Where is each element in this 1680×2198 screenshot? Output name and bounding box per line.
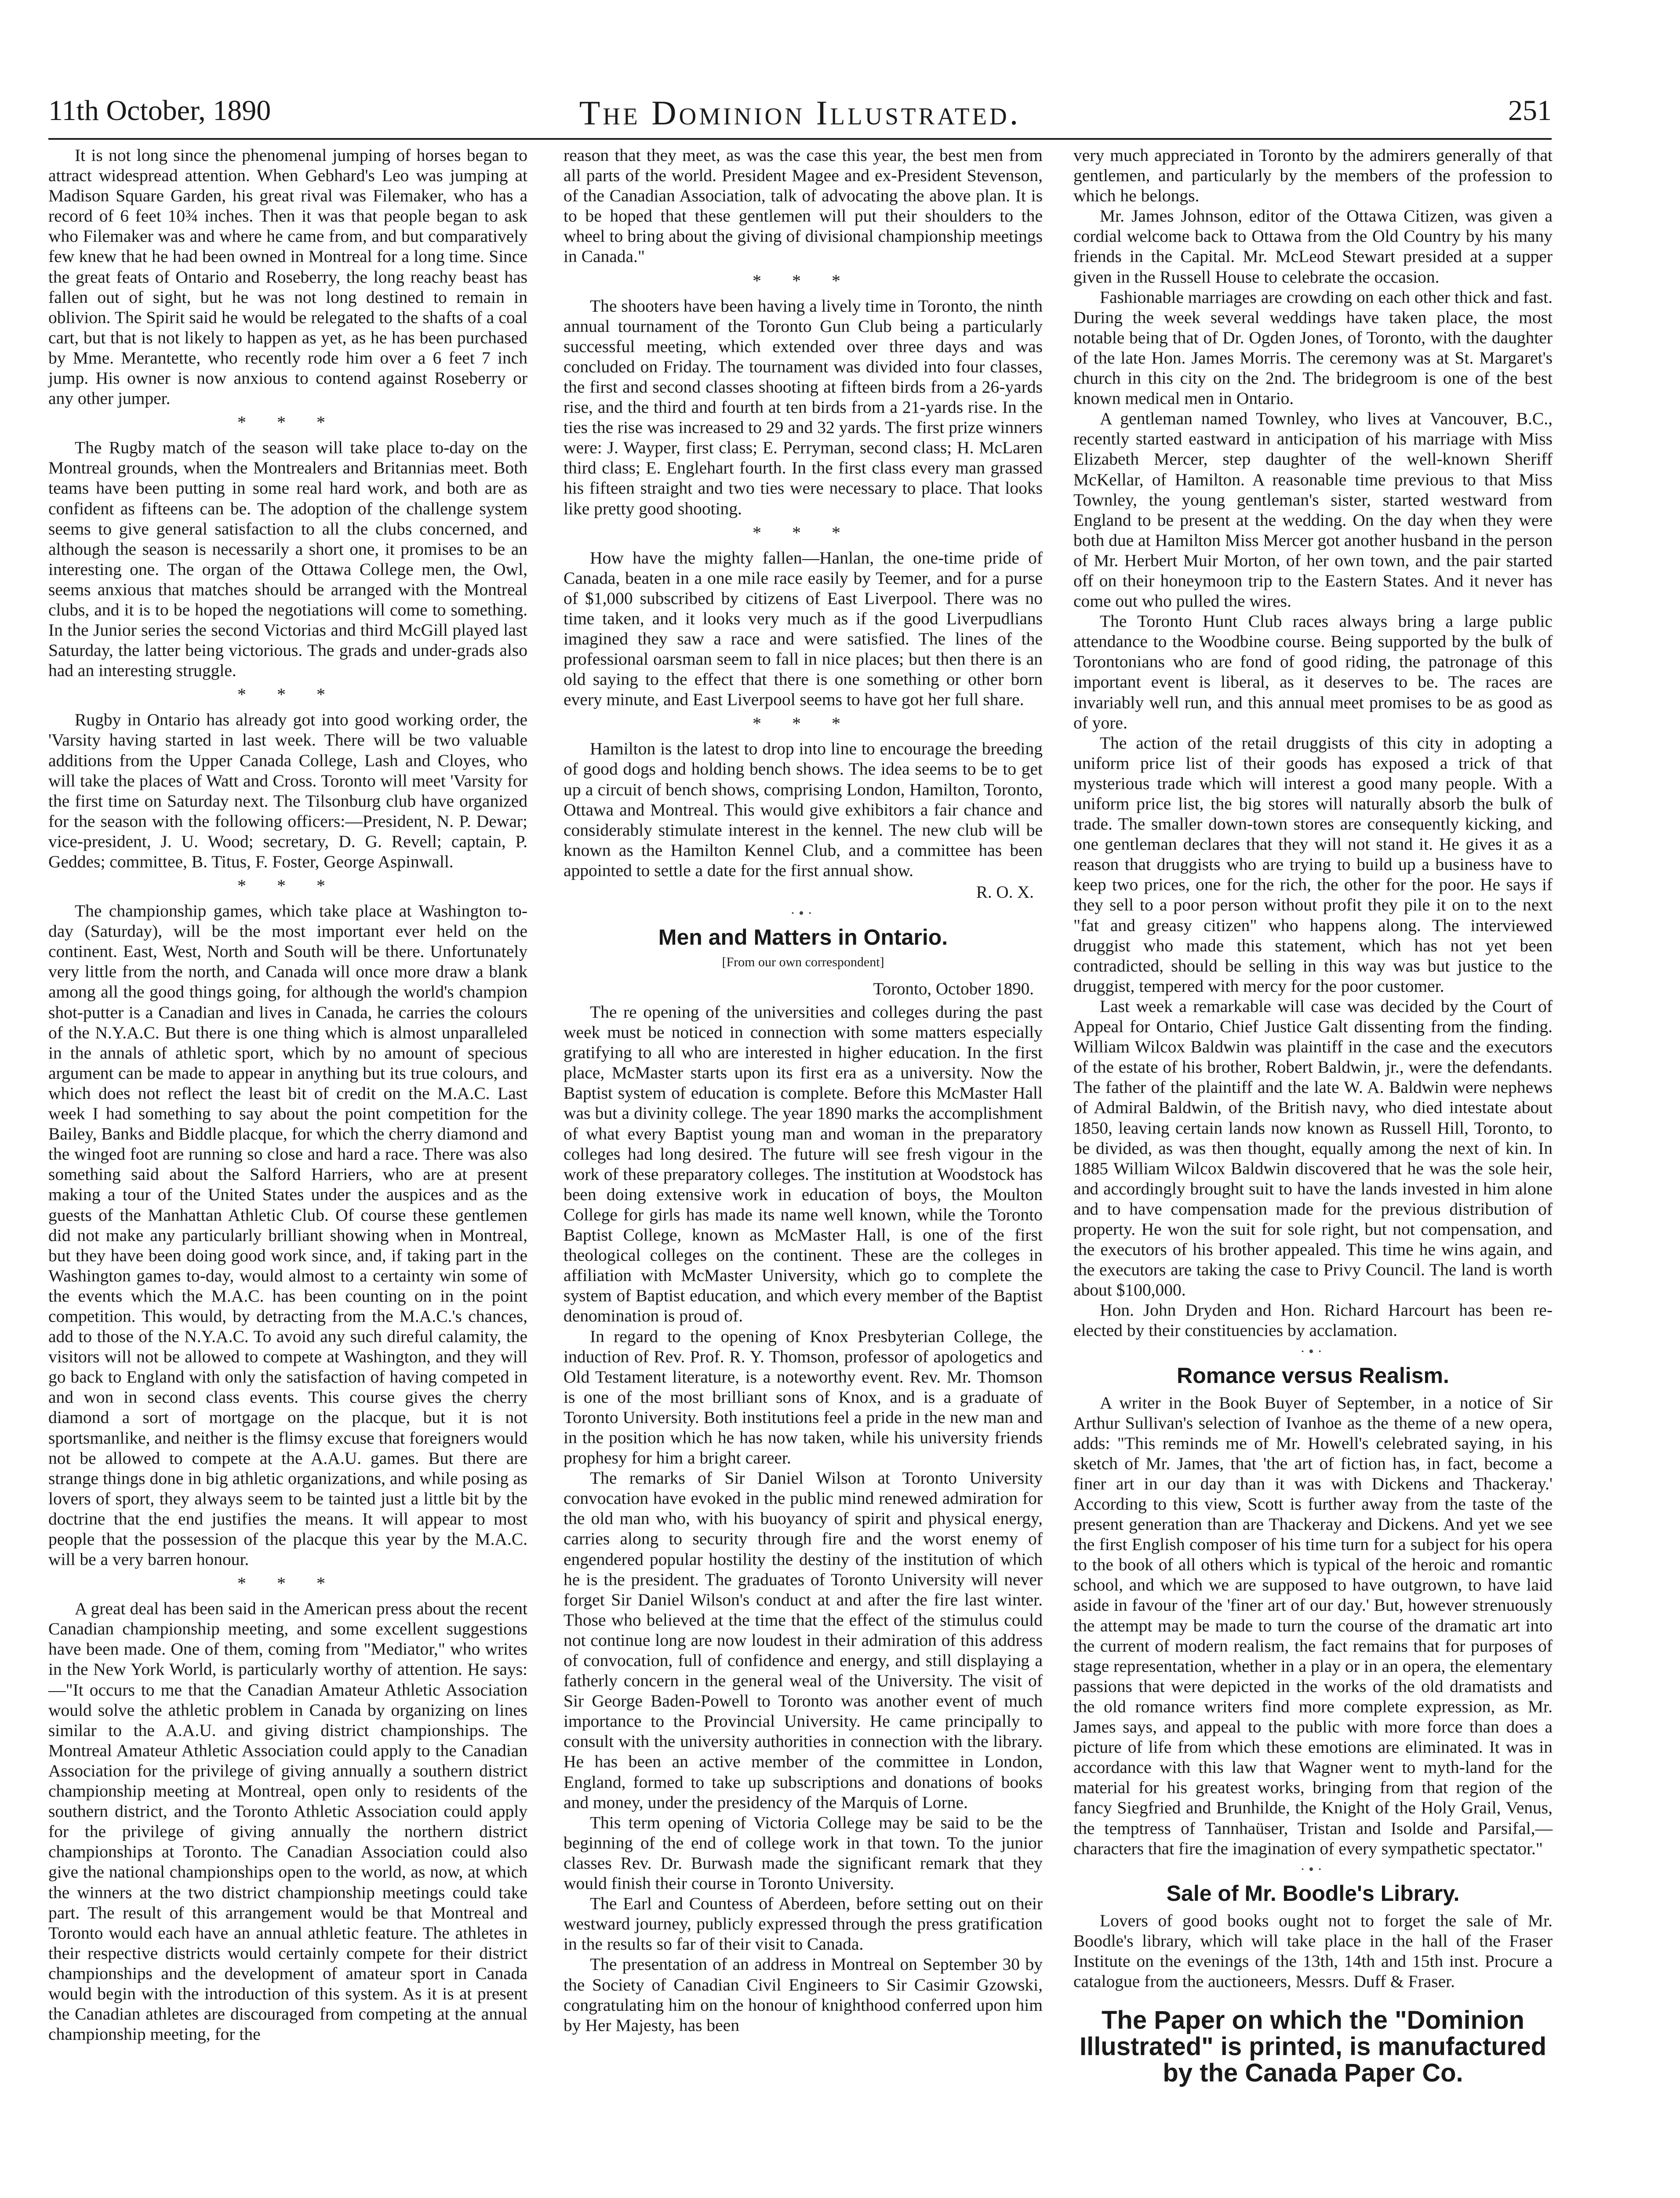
section-separator: * * * [753, 270, 854, 291]
article-paragraph: Hamilton is the latest to drop into line to encourage the breeding of good dogs and holding bench shows. The idea seems to be to get up a circuit of bench shows, comprising London, Hamilton, Toronto, Ottawa and Montreal. This would give exhibitors a fair chance and considerably stimulate interest in the kennel. The new club will be known as the Hamilton Kennel Club, and a committee has been appointed to settle a date for the first annual show. [564, 739, 1043, 880]
article-subheading: [From our own correspondent] [722, 955, 884, 969]
article-paragraph: A gentleman named Townley, who lives at Vancouver, B.C., recently started eastward in anticipation of his marriage with Miss Elizabeth Mercer, step daughter of the well-known Sheriff McKellar, of Hamilton. A reasonable time previous to that Miss Townley, the young gentleman's sister, started westward from England to be present at the wedding. On the day when they were both due at Hamilton Miss Mercer got another husband in the person of Mr. Herbert Muir Morton, of her own town, and the pair started off on their honeymoon trip to the Eastern States. And it never has come out who pulled the wires. [1073, 409, 1553, 611]
divider-ornament: ·•· [790, 905, 816, 921]
article-paragraph: Hon. John Dryden and Hon. Richard Harcourt has been re-elected by their constituencies by acclamation. [1073, 1300, 1553, 1340]
section-separator: * * * [753, 713, 854, 734]
article-paragraph: very much appreciated in Toronto by the admirers generally of that gentlemen, and particularly by the members of the profession to which he belongs. [1073, 146, 1553, 206]
article-paragraph: The championship games, which take place at Washington to-day (Saturday), will be the most important ever held on the continent. East, West, North and South will be there. Unfortunately very little from the north, and Canada will once more draw a blank among all the good things going, for although the world's champion shot-putter is a Canadian and lives in Canada, he carries the colours of the N.Y.A.C. But there is one thing which is almost unparalleled in the annals of athletic sport, which by no amount of specious argument can be made to appear in anything but its true colours, and which does not reflect the least bit of credit on the M.A.C. Last week I had something to say about the point competition for the Bailey, Banks and Biddle placque, for which the cherry diamond and the winged foot are running so close and hard a race. There was also something said about the Salford Harriers, who are at present making a tour of the United States under the auspices and as the guests of the Manhattan Athletic Club. Of course these gentlemen did not make any particularly brilliant showing when in Montreal, but they have been doing good work since, and, if taking part in the Washington games to-day, would almost to a certainty win some of the events which the M.A.C. has been counting on in the point competition. This would, by detracting from the M.A.C.'s chances, add to those of the N.Y.A.C. To avoid any such direful calamity, the visitors will not be allowed to compete at Washington, and they will go back to England with only the satisfaction of having competed in and won in second class events. This course gives the cherry diamond a sort of mortgage on the placque, but it is not sportsmanlike, and neither is the flimsy excuse that foreigners would not be allowed to compete at the A.A.U. games. But there are strange things done in big athletic organizations, and while posing as lovers of sport, they always seem to be tainted just a little bit by the doctrine that the end justifies the means. It will appear to most people that the possession of the placque this year by the M.A.C. will be a very barren honour. [48, 901, 527, 1569]
article-paragraph: Lovers of good books ought not to forget the sale of Mr. Boodle's library, which will take place in the hall of the Fraser Institute on the evenings of the 13th, 14th and 15th inst. Procure a catalogue from the auctioneers, Messrs. Duff & Fraser. [1073, 1911, 1553, 1991]
article-paragraph: How have the mighty fallen—Hanlan, the one-time pride of Canada, beaten in a one mile race easily by Teemer, and for a purse of $1,000 subscribed by citizens of East Liverpool. There was no time taken, and it looks very much as if the good Liverpudlians imagined they saw a race and were satisfied. The lines of the professional oarsman seem to fall in nice places; but then there is an old saying to the effect that there is one something or other born every minute, and East Liverpool seems to have got her full share. [564, 548, 1043, 710]
author-signature: R. O. X. [976, 883, 1034, 902]
article-paragraph: The Rugby match of the season will take place to-day on the Montreal grounds, when the Montrealers and Britannias meet. Both teams have been putting in some real hard work, and both are as confident as fifteens can be. The adoption of the challenge system seems to give general satisfaction to all the clubs concerned, and although the season is necessarily a short one, it promises to be an interesting one. The organ of the Ottawa College men, the Owl, seems anxious that matches should be arranged with the Montreal clubs, and it is to be hoped the negotiations will come to something. In the Junior series the second Victorias and third McGill played last Saturday, the latter being victorious. The grads and under-grads also had an interesting struggle. [48, 438, 527, 681]
section-separator: * * * [237, 684, 338, 705]
masthead [48, 86, 1552, 152]
printer-notice: The Paper on which the "Dominion Illustrated" is printed, is manufactured by the Canada Paper Co. [1079, 2006, 1547, 2088]
article-heading: Romance versus Realism. [1177, 1363, 1449, 1388]
article-paragraph: reason that they meet, as was the case this year, the best men from all parts of the world. President Magee and ex-President Stevenson, of the Canadian Association, talk of advocating the above plan. It is to be hoped that these gentlemen will put their shoulders to the wheel to bring about the giving of divisional championship meetings in Canada." [564, 146, 1043, 266]
masthead-rule [48, 138, 1552, 140]
page-number: 251 [1508, 95, 1552, 127]
section-separator: * * * [237, 876, 338, 896]
article-paragraph: The Toronto Hunt Club races always bring a large public attendance to the Woodbine course. Being supported by the bulk of Torontonians who are fond of good riding, the patronage of this important event is liberal, as it deserves to be. The races are invariably well run, and this annual meet promises to be as good as of yore. [1073, 611, 1553, 732]
article-paragraph: The action of the retail druggists of this city in adopting a uniform price list of their goods has exposed a trick of that mysterious trade which will interest a good many people. With a uniform price list, the big stores will naturally absorb the bulk of trade. The smaller down-town stores are consequently kicking, and one gentleman declares that they will not stand it. He gives it as a reason that druggists who are trying to build up a business have to keep two prices, one for the rich, the other for the poor. He says if they sell to a poor person without profit they pile it on to the next "fat and greasy citizen" who happens along. The interviewed druggist who made this statement, which has not yet been contradicted, should be selling in this way was but justice to the druggist, tempered with mercy for the poor customer. [1073, 733, 1553, 996]
column-2 [564, 145, 1043, 2035]
article-paragraph: A great deal has been said in the American press about the recent Canadian championship meeting, and some excellent suggestions have been made. One of them, coming from "Mediator," who writes in the New York World, is particularly worthy of attention. He says:—"It occurs to me that the Canadian Amateur Athletic Association would solve the athletic problem in Canada by organizing on lines similar to the A.A.U. and giving district championships. The Montreal Amateur Athletic Association could apply to the Canadian Association for the privilege of giving annually a southern district championship meeting at Montreal, open only to residents of the southern district, and the Toronto Athletic Association could apply for the privilege of giving annually the northern district championships at Toronto. The Canadian Association could also give the national championships open to the world, as now, at which the winners at the two district championship meetings could take part. The result of this arrangement would be that Montreal and Toronto would each have an annual athletic feature. The athletes in their respective districts would certainly compete for their district championships and the development of amateur sport in Canada would begin with the introduction of this system. As it is at present the Canadian athletes are discouraged from competing at the annual championship meeting, for the [48, 1599, 527, 2044]
article-dateline: Toronto, October 1890. [873, 979, 1034, 998]
article-paragraph: Fashionable marriages are crowding on each other thick and fast. During the week several weddings have taken place, the most notable being that of Dr. Ogden Jones, of Toronto, with the daughter of the late Hon. James Morris. The ceremony was at St. Margaret's church in this city on the 2nd. The bridegroom is one of the best known medical men in Ontario. [1073, 287, 1553, 408]
issue-date: 11th October, 1890 [48, 95, 271, 127]
article-paragraph: The Earl and Countess of Aberdeen, before setting out on their westward journey, publicly expressed through the press gratification in the results so far of their visit to Canada. [564, 1894, 1043, 1954]
column-3 [1073, 145, 1553, 2086]
article-paragraph: In regard to the opening of Knox Presbyterian College, the induction of Rev. Prof. R. Y. Thomson, professor of apologetics and Old Testament literature, is a noteworthy event. Rev. Mr. Thomson is one of the most brilliant sons of Knox, and is a graduate of Toronto University. Both institutions feel a pride in the new man and in the position which he has now taken, while his university friends prophesy for him a bright career. [564, 1326, 1043, 1468]
article-heading: Men and Matters in Ontario. [658, 925, 948, 950]
article-paragraph: The shooters have been having a lively time in Toronto, the ninth annual tournament of the Toronto Gun Club being a particularly successful meeting, which extended over three days and was concluded on Friday. The tournament was divided into four classes, the first and second classes shooting at fifteen birds from a 26-yards rise, and the third and fourth at ten birds from a 21-yards rise. In the ties the rise was increased to 29 and 32 yards. The first prize winners were: J. Wayper, first class; E. Perryman, second class; H. McLaren third class; E. Englehart fourth. In the first class every man grassed his fifteen straight and two ties were necessary to place. That looks like pretty good shooting. [564, 296, 1043, 518]
section-separator: * * * [237, 412, 338, 433]
publication-title: The Dominion Illustrated. [579, 94, 1021, 132]
section-separator: * * * [753, 522, 854, 542]
column-1 [48, 145, 527, 2044]
article-paragraph: The presentation of an address in Montreal on September 30 by the Society of Canadian Civil Engineers to Sir Casimir Gzowski, congratulating him on the honour of knighthood conferred upon him by Her Majesty, has been [564, 1954, 1043, 2035]
article-paragraph: Mr. James Johnson, editor of the Ottawa Citizen, was given a cordial welcome back to Ottawa from the Old Country by his many friends in the Capital. Mr. McLeod Stewart presided at a supper given in the Russell House to celebrate the occasion. [1073, 206, 1553, 287]
article-paragraph: The re opening of the universities and colleges during the past week must be noticed in connection with some matters especially gratifying to all who are interested in higher education. In the first place, McMaster starts upon its first era as a university. Now the Baptist system of education is complete. Before this McMaster Hall was but a divinity college. The year 1890 marks the accomplishment of what every Baptist young man and woman in the preparatory colleges had long desired. The future will see fresh vigour in the work of these preparatory colleges. The institution at Woodstock has been doing extensive work in education of boys, the Moulton College for girls has made its name well known, while the Toronto Baptist College, known as McMaster Hall, is one of the first theological colleges on the continent. These are the colleges in affiliation with McMaster University, which go to complete the system of Baptist education, and which every member of the Baptist denomination is proud of. [564, 1002, 1043, 1326]
article-paragraph: It is not long since the phenomenal jumping of horses began to attract widespread attention. When Gebhard's Leo was jumping at Madison Square Garden, his great rival was Filemaker, who has a record of 6 feet 10¾ inches. Then it was that people began to ask who Filemaker was and where he came from, and but comparatively few knew that he had been owned in Montreal for a long time. Since the great feats of Ontario and Roseberry, the long reachy beast has fallen out of sight, but he was not long destined to remain in oblivion. The Spirit said he would be relegated to the shafts of a coal cart, but that is not likely to happen as yet, as he has been purchased by Mme. Merantette, who recently rode him over a 6 feet 7 inch jump. His owner is now anxious to contend against Roseberry or any other jumper. [48, 146, 527, 408]
divider-ornament: ·•· [1300, 1861, 1326, 1878]
divider-ornament: ·•· [1300, 1343, 1326, 1360]
article-paragraph: A writer in the Book Buyer of September, in a notice of Sir Arthur Sullivan's selection of Ivanhoe as the theme of a new opera, adds: "This reminds me of Mr. Howell's celebrated saying, in his sketch of Mr. James, that 'the art of fiction has, in fact, become a finer art in our day than it was with Dickens and Thackeray.' According to this view, Scott is further away from the taste of the present generation than are Thackeray and Dickens. And yet we see the first English composer of his time turn for a subject for his opera to the book of all others which is typical of the heroic and romantic school, and which we are supposed to have outgrown, to have laid aside in favour of the 'finer art of our day.' But, however strenuously the attempt may be made to turn the course of the dramatic art into the current of modern realism, the fact remains that for purposes of stage representation, whether in a play or in an opera, the elementary passions that were depicted in the works of the old dramatists and the old romance writers find more complete expression, as Mr. James says, and appeal to the public with more force than does a picture of life from which these emotions are eliminated. It was in accordance with this law that Wagner went to myth-land for the material for his greatest works, bringing from that region of the fancy Siegfried and Brunhilde, the Knight of the Holy Grail, Venus, the temptress of Tannhaüser, Tristan and Isolde and Parsifal,—characters that fire the imagination of every sympathetic spectator." [1073, 1393, 1553, 1858]
article-paragraph: Rugby in Ontario has already got into good working order, the 'Varsity having started in last week. There will be two valuable additions from the Upper Canada College, Lash and Cloyes, who will take the places of Watt and Cross. Toronto will meet 'Varsity for the first time on Saturday next. The Tilsonburg club have organized for the season with the following officers:—President, N. P. Dewar; vice-president, J. U. Wood; secretary, D. G. Revell; captain, P. Geddes; committee, B. Titus, F. Foster, George Aspinwall. [48, 710, 527, 871]
article-paragraph: Last week a remarkable will case was decided by the Court of Appeal for Ontario, Chief Justice Galt dissenting from the finding. William Wilcox Baldwin was plaintiff in the case and the executors of the estate of his brother, Robert Baldwin, jr., were the defendants. The father of the plaintiff and the late W. A. Baldwin were nephews of Admiral Baldwin, of the British navy, who died intestate about 1850, leaving certain lands now known as Russell Hill, Toronto, to be divided, as was then thought, equally among the next of kin. In 1885 William Wilcox Baldwin discovered that he was the sole heir, and accordingly brought suit to have the lands invested in him alone and to have compensation made for the previous distribution of property. He won the suit for sole right, but not compensation, and the executors of his brother appealed. This time he wins again, and the executors are taking the case to Privy Council. The land is worth about $100,000. [1073, 996, 1553, 1300]
article-paragraph: The remarks of Sir Daniel Wilson at Toronto University convocation have evoked in the public mind renewed admiration for the old man who, with his buoyancy of spirit and physical energy, carries along to security through fire and the worst enemy of engendered popular hostility the destiny of the institution of which he is the president. The graduates of Toronto University will never forget Sir Daniel Wilson's conduct at and after the fire last winter. Those who believed at the time that the effect of the stimulus could not continue long are now loudest in their admiration of this address of convocation, full of confidence and energy, and still displaying a fatherly concern in the general weal of the University. The visit of Sir George Baden-Powell to Toronto was another event of much importance to the Provincial University. He came principally to consult with the university authorities in connection with the library. He has been an active member of the committee in London, England, formed to take up subscriptions and donations of books and money, under the presidency of the Marquis of Lorne. [564, 1468, 1043, 1812]
article-paragraph: This term opening of Victoria College may be said to be the beginning of the end of college work in that town. To the junior classes Rev. Dr. Burwash made the significant remark that they would finish their course in Toronto University. [564, 1812, 1043, 1893]
section-separator: * * * [237, 1573, 338, 1594]
article-heading: Sale of Mr. Boodle's Library. [1166, 1881, 1460, 1906]
